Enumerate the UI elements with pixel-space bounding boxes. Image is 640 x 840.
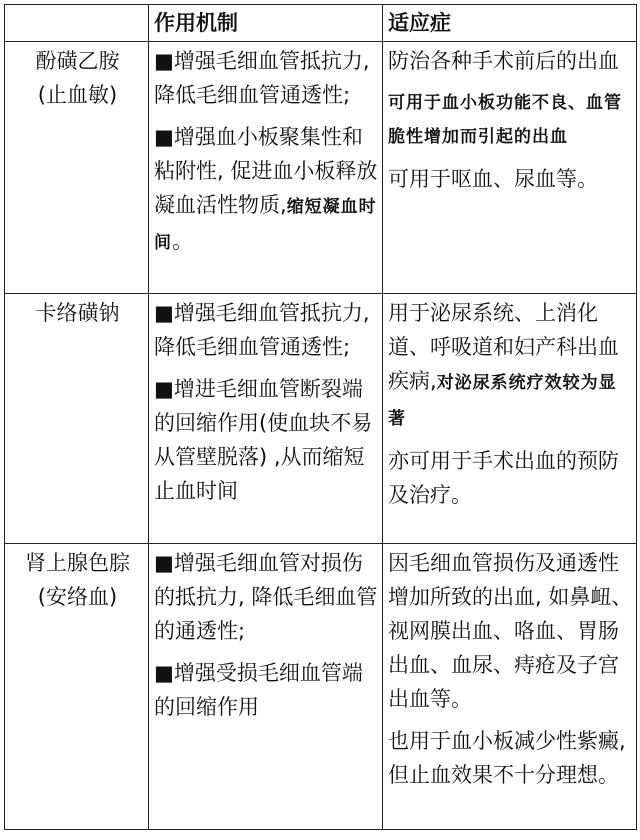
drug-table	[4, 4, 637, 830]
mechanism-cell	[149, 544, 383, 830]
header-indication: 适应症	[383, 5, 637, 42]
indication-emphasis: 可用于血小板功能不良、血管脆性增加而引起的出血	[388, 93, 622, 147]
indication-text: 防治各种手术前后的出血	[388, 49, 619, 73]
mechanism-text: ■增强毛细血管对损伤的抵抗力, 降低毛细血管的通透性;	[154, 551, 378, 643]
drug-name: 肾上腺色腙	[25, 551, 130, 575]
indication-item	[388, 44, 633, 78]
header-drug	[5, 5, 149, 42]
indication-text: 用于泌尿系统、上消化道、呼吸道和妇产科出血疾病,	[388, 301, 619, 393]
indication-item	[388, 162, 633, 196]
indication-item	[388, 444, 633, 512]
header-row	[5, 5, 637, 42]
mechanism-item	[154, 546, 379, 648]
indication-text: 可用于呕血、尿血等。	[388, 167, 598, 191]
mechanism-text: ■增强受损毛细血管端的回缩作用	[154, 661, 363, 719]
mechanism-cell	[149, 42, 383, 294]
mechanism-item	[154, 120, 379, 260]
header-mechanism: 作用机制	[149, 5, 383, 42]
table-row	[5, 544, 637, 830]
drug-cell	[5, 544, 149, 830]
indication-text: 因毛细血管损伤及通透性增加所致的出血, 如鼻衄、视网膜出血、咯血、胃肠出血、血尿、痔疮及子宫出血等。	[388, 551, 633, 711]
indication-cell	[383, 42, 637, 294]
indication-item	[388, 546, 633, 716]
indication-cell	[383, 544, 637, 830]
mechanism-item	[154, 656, 379, 724]
indication-cell	[383, 294, 637, 544]
drug-alias: (安络血)	[37, 585, 118, 609]
indication-text: 亦可用于手术出血的预防及治疗。	[388, 449, 619, 507]
mechanism-text: ■增强血小板聚集性和粘附性, 促进血小板释放凝血活性物质,	[154, 125, 378, 217]
mechanism-text: ■增进毛细血管断裂端的回缩作用(使血块不易从管壁脱落) ,从而缩短止血时间	[154, 377, 373, 503]
mechanism-tail: 。	[172, 229, 193, 253]
drug-alias: (止血敏)	[37, 83, 118, 107]
mechanism-cell	[149, 294, 383, 544]
drug-name: 卡络磺钠	[35, 301, 120, 325]
mechanism-text: ■增强毛细血管抵抗力, 降低毛细血管通透性;	[154, 301, 370, 359]
indication-text: 也用于血小板减少性紫癜, 但止血效果不十分理想。	[388, 729, 626, 787]
indication-item	[388, 296, 633, 436]
table-row	[5, 294, 637, 544]
mechanism-item	[154, 296, 379, 364]
mechanism-item	[154, 372, 379, 508]
mechanism-emphasis: 缩短凝血时间	[154, 197, 377, 253]
mechanism-item	[154, 44, 379, 112]
drug-cell	[5, 42, 149, 294]
indication-emphasis: 对泌尿系统疗效较为显著	[388, 373, 617, 429]
table-row	[5, 42, 637, 294]
mechanism-text: ■增强毛细血管抵抗力, 降低毛细血管通透性;	[154, 49, 370, 107]
drug-cell	[5, 294, 149, 544]
drug-name: 酚磺乙胺	[35, 49, 120, 73]
indication-item	[388, 724, 633, 792]
